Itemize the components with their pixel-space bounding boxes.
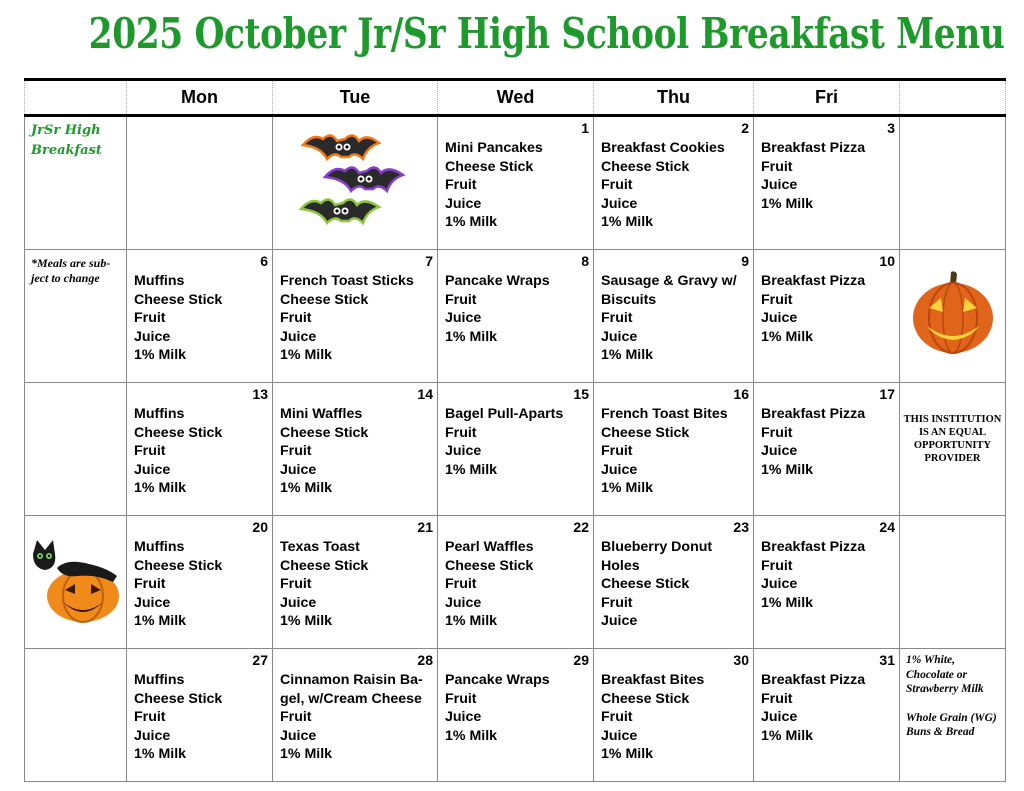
menu-item: 1% Milk [134, 347, 187, 364]
menu-item: Juice [134, 727, 171, 744]
menu-item: Breakfast Pizza [761, 672, 866, 688]
day-cell [754, 649, 900, 782]
menu-item: Juice [134, 594, 171, 611]
menu-item: Juice [445, 310, 482, 327]
page-title: 2025 October Jr/Sr High School Breakfast Menu [88, 9, 1005, 58]
milk-note: 1% White, Chocolate or Strawberry Milk [906, 654, 984, 695]
menu-item: 1% Milk [134, 746, 187, 763]
jrsr-breakfast-label [25, 117, 126, 165]
menu-item: Breakfast Pizza [761, 406, 866, 422]
menu-item: 1% Milk [445, 214, 498, 231]
day-number: 22 [573, 519, 589, 535]
side-cell-right [900, 516, 1006, 649]
header-blank-left [25, 80, 127, 116]
menu-item: Cheese Stick [280, 424, 369, 441]
menu-calendar [24, 78, 1006, 782]
day-cell [273, 649, 438, 782]
menu-item: Pancake Wraps [445, 273, 550, 289]
week-row [25, 516, 1006, 649]
menu-item: Sausage & Gravy w/ [601, 273, 737, 289]
menu-item: 1% Milk [601, 480, 654, 497]
day-number: 1 [581, 120, 589, 136]
menu-item: Fruit [445, 177, 477, 194]
menu-item: Cheese Stick [134, 291, 223, 308]
menu-item: Breakfast Cookies [601, 140, 725, 156]
menu-item: 1% Milk [601, 347, 654, 364]
menu-item: Juice [761, 709, 798, 726]
menu-item: Biscuits [601, 291, 657, 308]
menu-item: 1% Milk [445, 613, 498, 630]
menu-item: Muffins [134, 273, 185, 289]
day-cell [594, 250, 754, 383]
day-cell [594, 649, 754, 782]
menu-item: Fruit [761, 424, 793, 441]
menu-item: Fruit [134, 709, 166, 726]
menu-item: 1% Milk [761, 727, 814, 744]
side-cell-right [900, 250, 1006, 383]
day-cell [273, 516, 438, 649]
day-number: 6 [260, 253, 268, 269]
menu-item: Cheese Stick [134, 690, 223, 707]
day-cell [594, 516, 754, 649]
day-cell [754, 116, 900, 250]
label-line: JrSr High [31, 123, 101, 138]
day-cell [273, 383, 438, 516]
header-blank-right [900, 80, 1006, 116]
menu-item: Juice [445, 443, 482, 460]
header-thu: Thu [594, 80, 754, 116]
menu-item: Breakfast Pizza [761, 539, 866, 555]
day-cell [127, 516, 273, 649]
day-number: 21 [417, 519, 433, 535]
menu-item: 1% Milk [761, 461, 814, 478]
day-cell [594, 383, 754, 516]
menu-item: Juice [761, 310, 798, 327]
menu-item: 1% Milk [601, 746, 654, 763]
day-number: 27 [252, 652, 268, 668]
day-number: 10 [879, 253, 895, 269]
jack-o-lantern-icon [911, 268, 995, 356]
day-number: 16 [733, 386, 749, 402]
day-cell [273, 116, 438, 250]
day-cell [438, 383, 594, 516]
menu-item: Fruit [601, 709, 633, 726]
menu-item: Juice [601, 195, 638, 212]
day-cell [754, 516, 900, 649]
day-cell [127, 116, 273, 250]
day-cell [438, 250, 594, 383]
day-cell [754, 250, 900, 383]
grain-note: Whole Grain (WG) Buns & Bread [906, 711, 997, 738]
day-number: 14 [417, 386, 433, 402]
day-cell [594, 116, 754, 250]
menu-item: Fruit [761, 158, 793, 175]
week-row [25, 250, 1006, 383]
menu-item: Cheese Stick [601, 576, 690, 593]
bats-icon [293, 125, 413, 245]
menu-item: Fruit [601, 177, 633, 194]
menu-item: Texas Toast [280, 539, 360, 555]
day-number: 20 [252, 519, 268, 535]
menu-item: Juice [761, 177, 798, 194]
side-cell [25, 383, 127, 516]
menu-item: Cheese Stick [601, 690, 690, 707]
day-cell [438, 116, 594, 250]
menu-item: 1% Milk [445, 461, 498, 478]
side-cell [25, 250, 127, 383]
header-mon: Mon [127, 80, 273, 116]
menu-item: Fruit [280, 709, 312, 726]
menu-item: Cheese Stick [445, 557, 534, 574]
menu-item: Fruit [445, 690, 477, 707]
day-number: 30 [733, 652, 749, 668]
side-cell-right [900, 116, 1006, 250]
menu-item: Muffins [134, 406, 185, 422]
menu-item: Juice [601, 461, 638, 478]
menu-item: Fruit [761, 291, 793, 308]
header-wed: Wed [438, 80, 594, 116]
day-number: 17 [879, 386, 895, 402]
menu-item: Juice [280, 594, 317, 611]
day-number: 9 [741, 253, 749, 269]
menu-item: French Toast Sticks [280, 273, 414, 289]
menu-item: Fruit [761, 690, 793, 707]
side-cell [25, 116, 127, 250]
day-number: 24 [879, 519, 895, 535]
menu-item: Juice [761, 443, 798, 460]
menu-item: gel, w/Cream Cheese [280, 690, 422, 707]
header-tue: Tue [273, 80, 438, 116]
label-line: Breakfast [31, 143, 102, 158]
header-fri: Fri [754, 80, 900, 116]
day-number: 8 [581, 253, 589, 269]
menu-item: 1% Milk [134, 613, 187, 630]
menu-item: Fruit [280, 443, 312, 460]
menu-item: Cheese Stick [134, 557, 223, 574]
menu-item: 1% Milk [601, 214, 654, 231]
cat-pumpkin-icon [27, 534, 123, 626]
menu-item: 1% Milk [280, 746, 333, 763]
week-row [25, 116, 1006, 250]
menu-item: Blueberry Donut [601, 539, 713, 555]
menu-item: Holes [601, 557, 640, 574]
menu-item: Bagel Pull-Aparts [445, 406, 564, 422]
day-number: 29 [573, 652, 589, 668]
day-cell [273, 250, 438, 383]
side-cell [25, 649, 127, 782]
menu-item: Mini Waffles [280, 406, 363, 422]
menu-item: Cheese Stick [280, 557, 369, 574]
menu-item: Juice [445, 195, 482, 212]
menu-item: 1% Milk [280, 613, 333, 630]
day-number: 3 [887, 120, 895, 136]
menu-item: Fruit [445, 291, 477, 308]
menu-item: Fruit [134, 310, 166, 327]
menu-item: Fruit [601, 594, 633, 611]
menu-item: Juice [601, 727, 638, 744]
menu-item: Juice [601, 328, 638, 345]
menu-item: Fruit [445, 424, 477, 441]
menu-item: 1% Milk [134, 480, 187, 497]
menu-item: Fruit [761, 557, 793, 574]
day-number: 15 [573, 386, 589, 402]
menu-item: Juice [445, 594, 482, 611]
menu-item: Breakfast Bites [601, 672, 705, 688]
menu-item: Cheese Stick [134, 424, 223, 441]
menu-item: Cheese Stick [601, 158, 690, 175]
menu-item: Fruit [601, 443, 633, 460]
day-number: 13 [252, 386, 268, 402]
menu-item: Juice [445, 709, 482, 726]
day-cell [438, 649, 594, 782]
menu-item: Muffins [134, 539, 185, 555]
menu-item: Cheese Stick [280, 291, 369, 308]
menu-item: Juice [280, 328, 317, 345]
day-number: 2 [741, 120, 749, 136]
menu-item: Fruit [134, 443, 166, 460]
week-row [25, 383, 1006, 516]
day-number: 7 [425, 253, 433, 269]
menu-item: Juice [134, 461, 171, 478]
menu-item: Pearl Waffles [445, 539, 534, 555]
menu-item: 1% Milk [761, 195, 814, 212]
menu-item: French Toast Bites [601, 406, 728, 422]
menu-item: Juice [280, 461, 317, 478]
menu-item: Juice [134, 328, 171, 345]
menu-item: 1% Milk [761, 594, 814, 611]
menu-item: Fruit [601, 310, 633, 327]
menu-item: Fruit [134, 576, 166, 593]
side-cell-right [900, 649, 1006, 782]
day-number: 28 [417, 652, 433, 668]
menu-item: Breakfast Pizza [761, 273, 866, 289]
menu-item: Mini Pancakes [445, 140, 543, 156]
menu-item: 1% Milk [445, 328, 498, 345]
side-cell-right [900, 383, 1006, 516]
week-row [25, 649, 1006, 782]
equal-opportunity-statement: THIS INSTITUTION IS AN EQUAL OPPORTUNITY PROVIDER [903, 414, 1002, 464]
day-number: 31 [879, 652, 895, 668]
menu-item: Cheese Stick [601, 424, 690, 441]
menu-item: Muffins [134, 672, 185, 688]
meals-subject-note: *Meals are sub-ject to change [31, 256, 111, 285]
day-number: 23 [733, 519, 749, 535]
menu-item: 1% Milk [445, 727, 498, 744]
menu-item: Fruit [280, 576, 312, 593]
menu-item: Juice [280, 727, 317, 744]
day-cell [127, 250, 273, 383]
legend-notes [900, 649, 1005, 758]
menu-item: Cheese Stick [445, 158, 534, 175]
day-cell [127, 649, 273, 782]
day-cell [438, 516, 594, 649]
menu-item: Cinnamon Raisin Ba- [280, 672, 423, 688]
menu-item: 1% Milk [280, 347, 333, 364]
menu-item: Fruit [445, 576, 477, 593]
menu-item: Fruit [280, 310, 312, 327]
menu-item: Breakfast Pizza [761, 140, 866, 156]
menu-item: Juice [761, 576, 798, 593]
menu-item: Pancake Wraps [445, 672, 550, 688]
side-cell [25, 516, 127, 649]
day-cell [754, 383, 900, 516]
weekday-header-row [25, 80, 1006, 116]
menu-item: Juice [601, 613, 638, 630]
day-cell [127, 383, 273, 516]
menu-item: 1% Milk [761, 328, 814, 345]
menu-item: 1% Milk [280, 480, 333, 497]
